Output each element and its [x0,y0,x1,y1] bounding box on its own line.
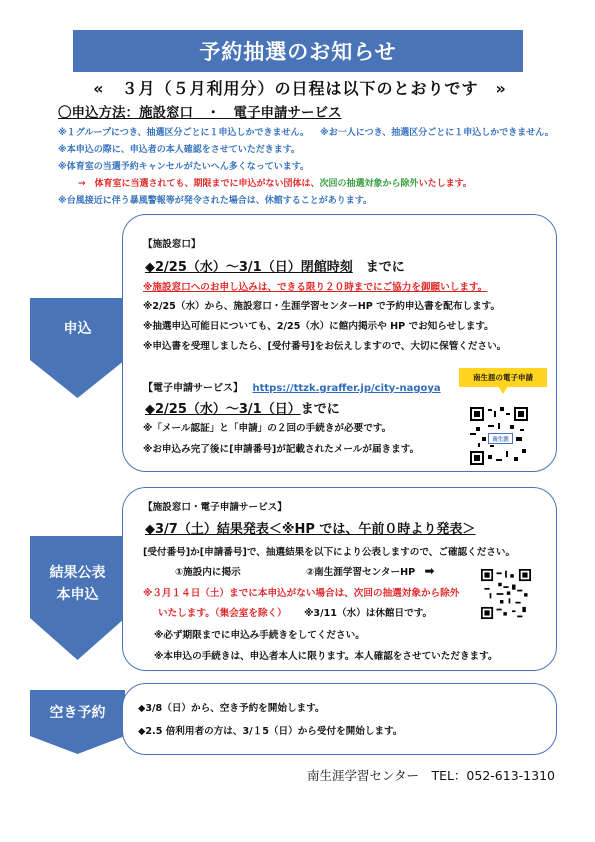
results-option-posting: ①施設内に掲示 [175,567,241,578]
arrow-right-icon: ➡ [424,564,435,578]
online-note-auth: ※「メール認証」と「申請」の２回の手続きが必要です。 [143,423,392,434]
online-note-email: ※お申込み完了後に[申請番号]が記載されたメールが届きます。 [143,444,420,455]
vacancy-box [122,683,557,755]
window-date-suffix: までに [365,260,405,275]
online-date [145,398,340,417]
online-header-row [143,379,441,394]
online-url-link[interactable]: https://ttzk.graffer.jp/city-nagoya [252,383,441,394]
online-header: 【電子申請サービス】 [143,383,243,394]
results-date: ◆3/7（土）結果発表＜※HP では、午前０時より発表＞ [145,522,476,537]
vacancy-start: ◆3/8（日）から、空き予約を開始します。 [138,703,325,714]
note-group-limit: ※１グループにつき、抽選区分ごとに１申込しかできません。 [58,128,310,138]
apply-label: 申込 [63,320,92,337]
results-label-2: 本申込 [56,587,99,603]
page-title: 予約抽選のお知らせ [73,30,523,72]
results-note-deadline: ※必ず期限までに申込み手続きをしてください。 [154,630,365,641]
application-method: 〇申込方法：施設窓口 ・ 電子申請サービス [58,105,342,121]
window-note-dates: ※抽選申込可能日についても、2/25（水）に館内掲示や HP でお知らせします。 [143,321,494,332]
results-note-announce: [受付番号]か[申請番号]で、抽選結果を以下により公表しますので、ご確認ください。 [143,547,516,558]
window-header: 【施設窓口】 [143,239,201,250]
callout-pointer [498,386,508,394]
online-date-range: ◆2/25（水）～3/1（日） [145,402,301,417]
note-typhoon: ※台風接近に伴う暴風警報等が発令された場合は、休館することがあります。 [58,196,373,206]
window-date [145,256,405,275]
online-date-suffix: までに [300,402,340,417]
results-red-note-2: いたします。（集会室を除く） [158,608,287,619]
note-exclusion [78,176,472,189]
window-note-distribution: ※2/25（水）から、施設窓口・生涯学習センターHP で予約申込書を配布します。 [143,301,501,312]
vacancy-label: 空き予約 [49,704,106,721]
page-subtitle: « ３月（５月利用分）の日程は以下のとおりです » [93,79,507,98]
results-red-note-1: ※３月１４日（土）までに本申込がない場合は、次回の抽選対象から除外 [143,588,460,599]
note-cancellations: ※体育室の当選予約キャンセルがたいへん多くなっています。 [58,162,310,172]
qr-tag: 南生涯 [488,433,513,444]
note-exclusion-pre: → 体育室に当選されても、期限までに申込がない団体は、 [78,179,320,189]
results-red-note-2-row [158,605,432,619]
window-red-note: ※施設窓口へのお申し込みは、できる限り２０時までにご協力を御願いします。 [143,282,488,293]
note-exclusion-post: いたします。 [418,179,472,189]
results-closed-day: ※3/11（水）は休館日です。 [304,608,433,619]
note-exclusion-green: 次回の抽選対象から除外 [319,179,419,189]
online-callout: 南生涯の電子申請 [459,368,547,387]
note-identity: ※本申込の際に、申込者の本人確認をさせていただきます。 [58,145,301,155]
vacancy-priority: ◆2.5 倍利用者の方は、3/１5（日）から受付を開始します。 [138,726,403,737]
window-closing-time: 閉館時刻 [300,260,353,275]
footer-contact: 南生涯学習センター TEL：052-613-1310 [306,768,555,783]
results-option-hp-label: ②南生涯学習センターHP [306,567,416,578]
window-note-receipt: ※申込書を受理しましたら、[受付番号]をお伝えしますので、大切に保管ください。 [143,341,507,352]
results-label [30,556,125,612]
window-date-range: ◆2/25（水）～3/1（日） [145,260,301,275]
note-person-limit: ※お一人につき、抽選区分ごとに１申込しかできません。 [320,128,554,138]
results-note-identity: ※本申込の手続きは、申込者本人に限ります。本人確認をさせていただきます。 [154,651,498,662]
results-header: 【施設窓口・電子申請サービス】 [143,502,287,513]
results-option-hp [306,564,435,578]
results-label-1: 結果公表 [49,564,106,581]
results-qr-code-icon[interactable] [481,569,531,619]
